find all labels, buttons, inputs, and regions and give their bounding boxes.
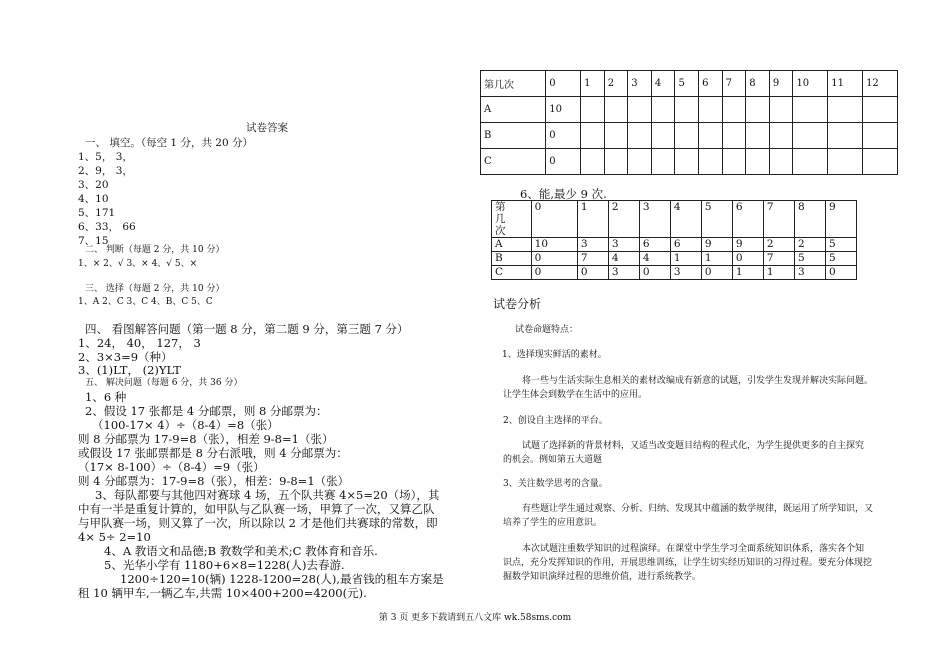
table-cell — [722, 97, 746, 123]
header-cell: 2 — [608, 201, 639, 238]
s1-line: 5、171 — [78, 207, 116, 219]
table-cell — [769, 149, 793, 175]
s5-line: 3、每队都要与其他四对赛球 4 场，五个队共赛 4×5=20（场），其 — [95, 488, 440, 502]
point2-heading: 2、创设自主选择的平台。 — [503, 416, 608, 426]
table-cell — [699, 97, 723, 123]
s5-line: （100-17× 4）÷（8-4）=8（张） — [92, 418, 279, 432]
point3-heading: 3、关注数学思考的含量。 — [503, 479, 608, 489]
table-cell: 0 — [531, 252, 577, 266]
table-cell: 9 — [732, 238, 763, 252]
section2-answers: 1、× 2、√ 3、× 4、√ 5、× — [78, 259, 198, 269]
table-cell — [746, 149, 770, 175]
header-cell: 5 — [701, 201, 732, 238]
table-cell: 1 — [763, 266, 794, 280]
table-cell: 10 — [546, 97, 581, 123]
table-cell — [628, 149, 652, 175]
header-cell: 12 — [863, 71, 898, 97]
section3-heading: 三、 选择（每题 2 分，共 10 分） — [85, 284, 225, 294]
table-cell — [651, 97, 675, 123]
table-cell: 3 — [608, 238, 639, 252]
table-cell: 0 — [639, 266, 670, 280]
header-cell: 1 — [581, 71, 605, 97]
table-cell — [675, 123, 699, 149]
s4-line: 3、(1)LT， (2)YLT — [78, 363, 181, 377]
s1-line: 4、10 — [78, 193, 109, 205]
section3-answers: 1、A 2、C 3、C 4、B、C 5、C — [78, 297, 213, 307]
s5-line: 与甲队赛一场，则又算了一次，所以除以 2 才是他们共赛球的常数，即 — [78, 516, 438, 530]
header-cell: 4 — [670, 201, 701, 238]
table-cell: 7 — [763, 252, 794, 266]
table-cell: 10 — [531, 238, 577, 252]
header-cell: 3 — [639, 201, 670, 238]
s1-line: 1、5， 3， — [78, 151, 133, 163]
table-cell — [651, 123, 675, 149]
table-cell: 1 — [701, 252, 732, 266]
header-cell: 9 — [769, 71, 793, 97]
page-footer: 第 3 页 更多下载请到五八文库 wk.58sms.com — [378, 613, 572, 623]
table-cell — [581, 123, 605, 149]
table-cell — [722, 149, 746, 175]
table-cell — [699, 149, 723, 175]
table-row — [481, 149, 898, 175]
table-cell — [746, 123, 770, 149]
table-cell — [581, 97, 605, 123]
header-cell: 7 — [763, 201, 794, 238]
section1-heading: 一、 填空。（每空 1 分，共 20 分） — [85, 137, 253, 149]
s5-line: 租 10 辆甲车,一辆乙车,共需 10×400+200=4200(元). — [78, 586, 367, 600]
table-header-row — [492, 201, 857, 238]
table-cell: 0 — [825, 266, 856, 280]
header-cell: 9 — [825, 201, 856, 238]
answers-title: 试卷答案 — [246, 122, 288, 134]
section5-heading: 五、 解决问题（每题 6 分，共 36 分） — [85, 378, 243, 388]
table-cell — [828, 123, 863, 149]
table-cell — [628, 97, 652, 123]
header-cell: 4 — [651, 71, 675, 97]
features-heading: 试卷命题特点： — [515, 325, 579, 335]
table-row — [481, 123, 898, 149]
table-cell — [604, 97, 628, 123]
table-row — [492, 252, 857, 266]
table-cell: B — [492, 252, 532, 266]
point4-body: 本次试题注重数学知识的过程演绎。在课堂中学生学习全面系统知识体系，落实各个知 — [522, 544, 865, 554]
header-cell: 11 — [828, 71, 863, 97]
header-cell: 6 — [732, 201, 763, 238]
point3-body: 有些题让学生通过观察、分析、归纳、发现其中蕴涵的数学规律，既运用了所学知识，又 — [522, 504, 874, 514]
table-cell — [604, 123, 628, 149]
table-cell: 6 — [639, 238, 670, 252]
point1-body: 让学生体会到数学在生活中的应用。 — [503, 390, 648, 400]
header-cell: 8 — [746, 71, 770, 97]
section2-heading: 二、 判断（每题 2 分，共 10 分） — [85, 245, 225, 255]
table-cell — [828, 97, 863, 123]
table-cell — [793, 123, 828, 149]
table-cell: 1 — [670, 252, 701, 266]
header-cell: 第 几 次 — [492, 201, 532, 238]
table-row — [481, 97, 898, 123]
table-cell — [604, 149, 628, 175]
table-cell: 1 — [732, 266, 763, 280]
table-cell: 5 — [825, 252, 856, 266]
header-cell: 第几次 — [481, 71, 546, 97]
s1-line: 7、15 — [78, 235, 109, 247]
header-cell: 6 — [699, 71, 723, 97]
s4-line: 1、24， 40， 127， 3 — [78, 336, 201, 350]
point2-body: 试题了选择新的背景材料，又适当改变题目结构的程式化，为学生提供更多的自主探究 — [522, 441, 865, 451]
point4-body: 掘数学知识演绎过程的思维价值，进行系统教学。 — [503, 572, 702, 582]
point1-heading: 1、选择现实鲜活的素材。 — [502, 350, 607, 360]
header-cell: 10 — [793, 71, 828, 97]
s5-line: 2、假设 17 张都是 4 分邮票，则 8 分邮票为： — [85, 404, 328, 418]
table-cell: 0 — [546, 149, 581, 175]
table-cell — [675, 149, 699, 175]
table-cell: 3 — [794, 266, 825, 280]
table-cell: B — [481, 123, 546, 149]
table-header-row — [481, 71, 898, 97]
table-cell: 9 — [701, 238, 732, 252]
table-cell: 0 — [732, 252, 763, 266]
table-cell — [699, 123, 723, 149]
table-cell — [793, 97, 828, 123]
table-cell — [581, 149, 605, 175]
s1-line: 6、33， 66 — [78, 221, 136, 233]
table-cell: 5 — [825, 238, 856, 252]
table-cell: 0 — [531, 266, 577, 280]
point4-body: 识点，充分发挥知识的作用，开展思维训练，让学生切实经历知识的习得过程。要充分体现挖 — [503, 558, 873, 568]
s5-line: 则 4 分邮票为：17-9=8（张），相差：9-8=1（张） — [78, 474, 350, 488]
s5-line: 4× 5÷ 2=10 — [78, 530, 151, 544]
table-cell: C — [492, 266, 532, 280]
header-cell: 0 — [546, 71, 581, 97]
table-cell: 5 — [794, 252, 825, 266]
point1-body: 将一些与生活实际生息相关的素材改编成有新意的试题，引发学生发现并解决实际问题。 — [522, 376, 874, 386]
point2-body: 的机会。例如第五大道题 — [503, 455, 603, 465]
q6-answer: 6、能,最少 9 次. — [520, 187, 607, 201]
table-cell: 6 — [670, 238, 701, 252]
analysis-title: 试卷分析 — [493, 297, 542, 311]
s4-line: 2、3×3=9（种） — [78, 350, 173, 364]
table-cell: 3 — [670, 266, 701, 280]
table-cell — [793, 149, 828, 175]
s5-line: 中有一半是重复计算的，如甲队与乙队赛一场，甲算了一次，又算乙队 — [78, 502, 435, 516]
table-cell: 0 — [701, 266, 732, 280]
table-attempts-empty — [480, 70, 898, 175]
header-cell: 1 — [577, 201, 608, 238]
s5-line: 则 8 分邮票为 17-9=8（张），相差 9-8=1（张） — [78, 432, 334, 446]
s1-line: 2、9， 3， — [78, 165, 133, 177]
table-cell — [746, 97, 770, 123]
table-cell: 4 — [608, 252, 639, 266]
s5-line: 或假设 17 张邮票都是 8 分右派哦，则 4 分邮票为： — [78, 446, 348, 460]
table-cell: C — [481, 149, 546, 175]
table-cell: 7 — [577, 252, 608, 266]
table-cell: 2 — [794, 238, 825, 252]
point3-body: 培养了学生的应用意识。 — [503, 518, 603, 528]
s1-line: 3、20 — [78, 179, 109, 191]
table-cell: A — [481, 97, 546, 123]
table-cell: 3 — [577, 238, 608, 252]
table-cell — [722, 123, 746, 149]
table-attempts-filled — [491, 200, 857, 280]
header-cell: 5 — [675, 71, 699, 97]
header-cell: 7 — [722, 71, 746, 97]
table-cell: 3 — [608, 266, 639, 280]
table-row — [492, 238, 857, 252]
s5-line: （17× 8-100）÷（8-4）=9（张） — [78, 460, 265, 474]
table-cell: 2 — [763, 238, 794, 252]
s5-line: 1200÷120=10(辆) 1228-1200=28(人),最省钱的租车方案是 — [120, 572, 444, 586]
s5-line: 1、6 种 — [85, 390, 127, 404]
s5-line: 5、光华小学有 1180+6×8=1228(人)去春游. — [104, 558, 345, 572]
s5-line: 4、A 教语文和品德;B 教数学和美术;C 教体育和音乐. — [104, 544, 378, 558]
table-cell — [628, 123, 652, 149]
table-cell — [828, 149, 863, 175]
table-cell — [769, 97, 793, 123]
table-cell: 0 — [577, 266, 608, 280]
table-cell: 4 — [639, 252, 670, 266]
table-cell — [863, 123, 898, 149]
table-cell — [863, 149, 898, 175]
header-cell: 3 — [628, 71, 652, 97]
table-cell: A — [492, 238, 532, 252]
table-cell — [769, 123, 793, 149]
header-cell: 0 — [531, 201, 577, 238]
header-cell: 2 — [604, 71, 628, 97]
section4-heading: 四、 看图解答问题（第一题 8 分，第二题 9 分，第三题 7 分） — [85, 322, 409, 336]
table-cell — [651, 149, 675, 175]
table-row — [492, 266, 857, 280]
table-cell — [675, 97, 699, 123]
table-cell — [863, 97, 898, 123]
table-cell: 0 — [546, 123, 581, 149]
header-cell: 8 — [794, 201, 825, 238]
